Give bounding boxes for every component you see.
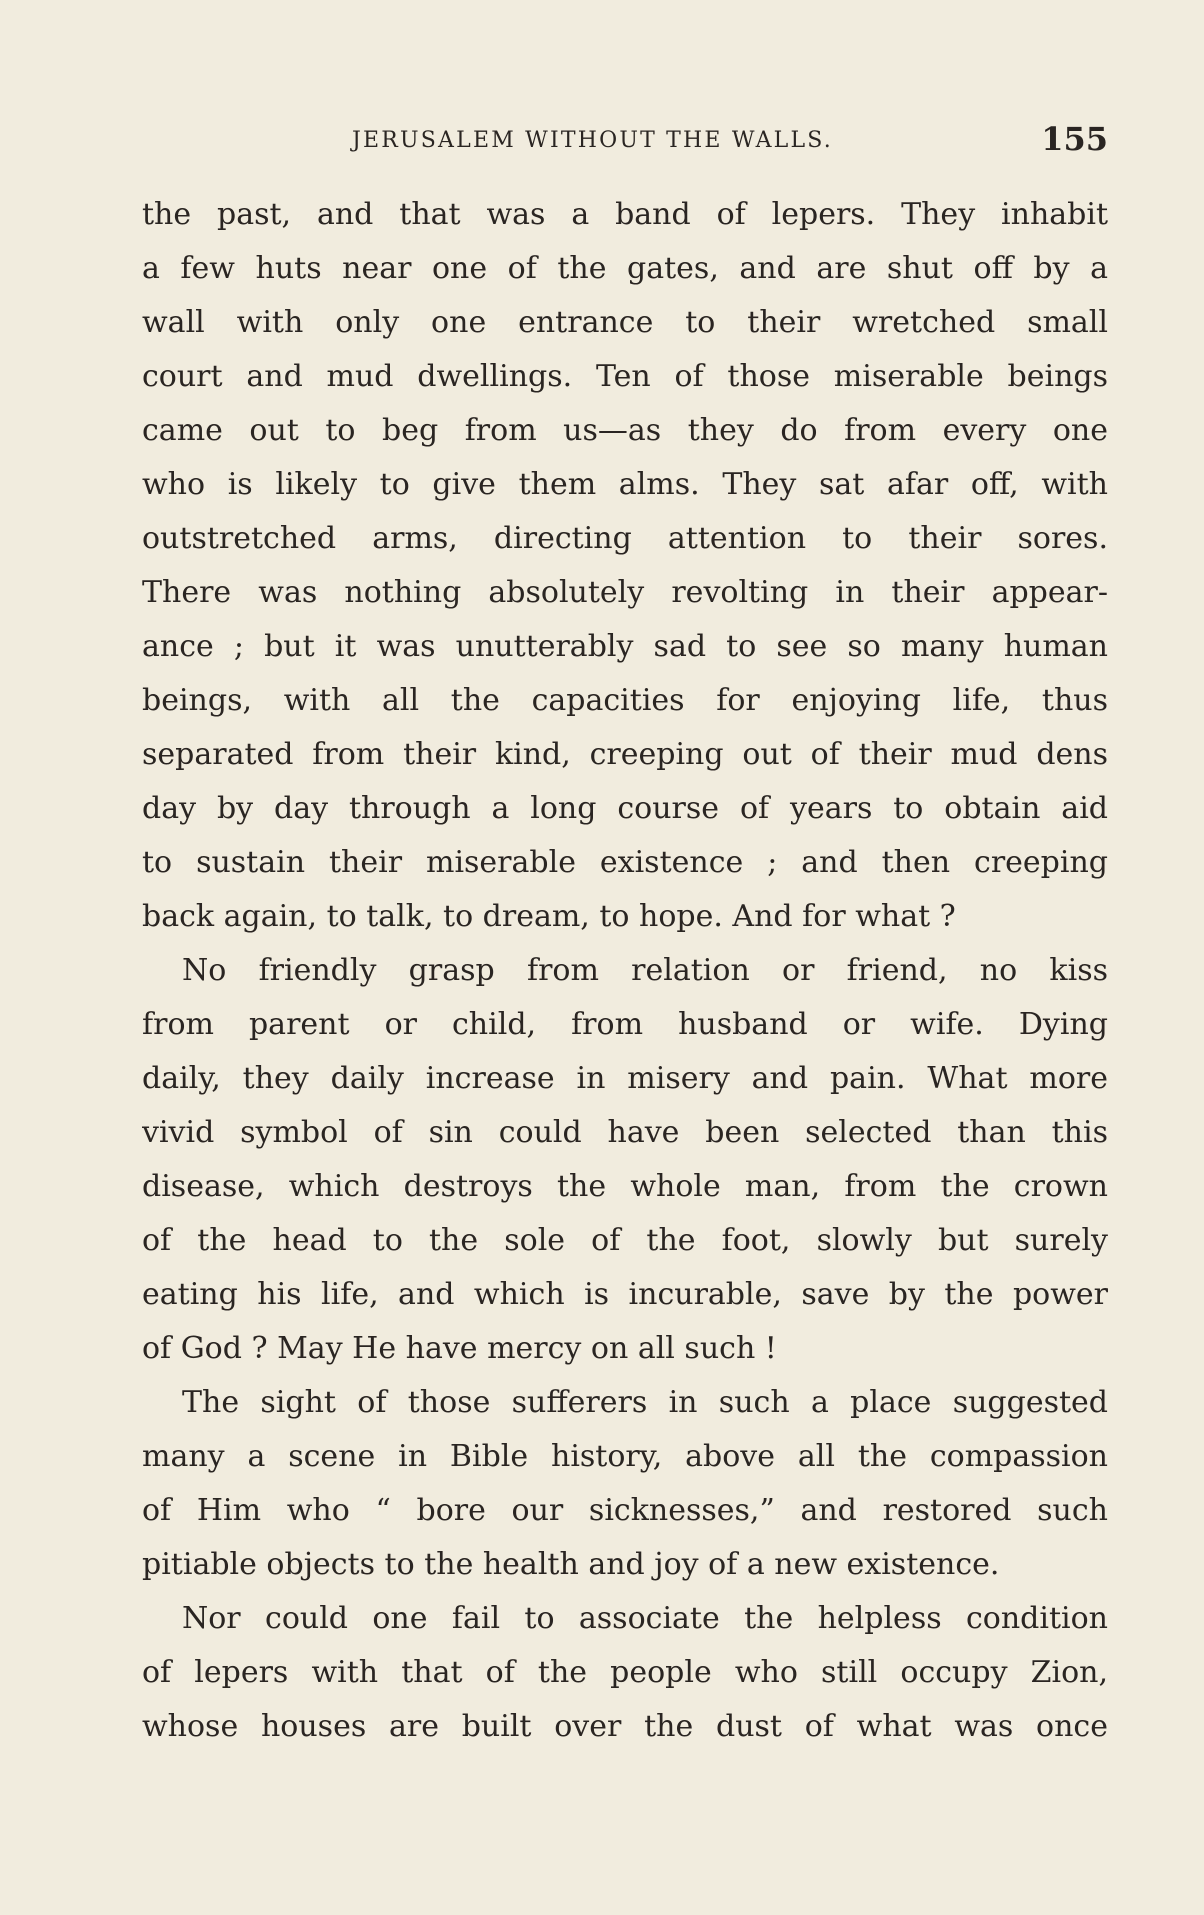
text-line: the past, and that was a band of lepers. They inhabit [142, 197, 1108, 232]
text-line: of the head to the sole of the foot, slowly but surely [142, 1223, 1108, 1258]
text-line: from parent or child, from husband or wife. Dying [142, 1007, 1108, 1042]
text-line: There was nothing absolutely revolting in their appear- [142, 575, 1108, 610]
page-number: 155 [1041, 120, 1108, 158]
text-line: ance ; but it was unutterably sad to see so many human [142, 629, 1108, 664]
text-line: many a scene in Bible history, above all the compassion [142, 1439, 1108, 1474]
text-line: vivid symbol of sin could have been selected than this [142, 1115, 1108, 1150]
text-line: court and mud dwellings. Ten of those miserable beings [142, 359, 1108, 394]
text-line: who is likely to give them alms. They sat afar off, with [142, 467, 1108, 502]
text-line: pitiable objects to the health and joy of a new existence. [142, 1547, 1000, 1582]
text-line: whose houses are built over the dust of what was once [142, 1709, 1108, 1744]
text-line: eating his life, and which is incurable, save by the power [142, 1277, 1108, 1312]
text-line: separated from their kind, creeping out of their mud dens [142, 737, 1108, 772]
text-line: No friendly grasp from relation or friend, no kiss [182, 953, 1108, 988]
running-title: JERUSALEM WITHOUT THE WALLS. [352, 128, 833, 153]
text-line: of Him who “ bore our sicknesses,” and restored such [142, 1493, 1108, 1528]
text-line: day by day through a long course of years to obtain aid [142, 791, 1108, 826]
text-line: back again, to talk, to dream, to hope. And for what ? [142, 899, 956, 934]
text-line: disease, which destroys the whole man, from the crown [142, 1169, 1108, 1204]
text-line: of God ? May He have mercy on all such ! [142, 1331, 777, 1366]
text-line: daily, they daily increase in misery and pain. What more [142, 1061, 1108, 1096]
text-line: of lepers with that of the people who still occupy Zion, [142, 1655, 1108, 1690]
text-line: outstretched arms, directing attention to their sores. [142, 521, 1108, 556]
text-line: wall with only one entrance to their wretched small [142, 305, 1108, 340]
text-line: a few huts near one of the gates, and are shut off by a [142, 251, 1108, 286]
text-line: The sight of those sufferers in such a place suggested [182, 1385, 1108, 1420]
text-line: to sustain their miserable existence ; and then creeping [142, 845, 1108, 880]
text-line: beings, with all the capacities for enjoying life, thus [142, 683, 1108, 718]
text-line: came out to beg from us—as they do from every one [142, 413, 1108, 448]
running-head [142, 120, 1108, 160]
body-text [142, 188, 1108, 1754]
text-line: Nor could one fail to associate the helpless condition [182, 1601, 1108, 1636]
